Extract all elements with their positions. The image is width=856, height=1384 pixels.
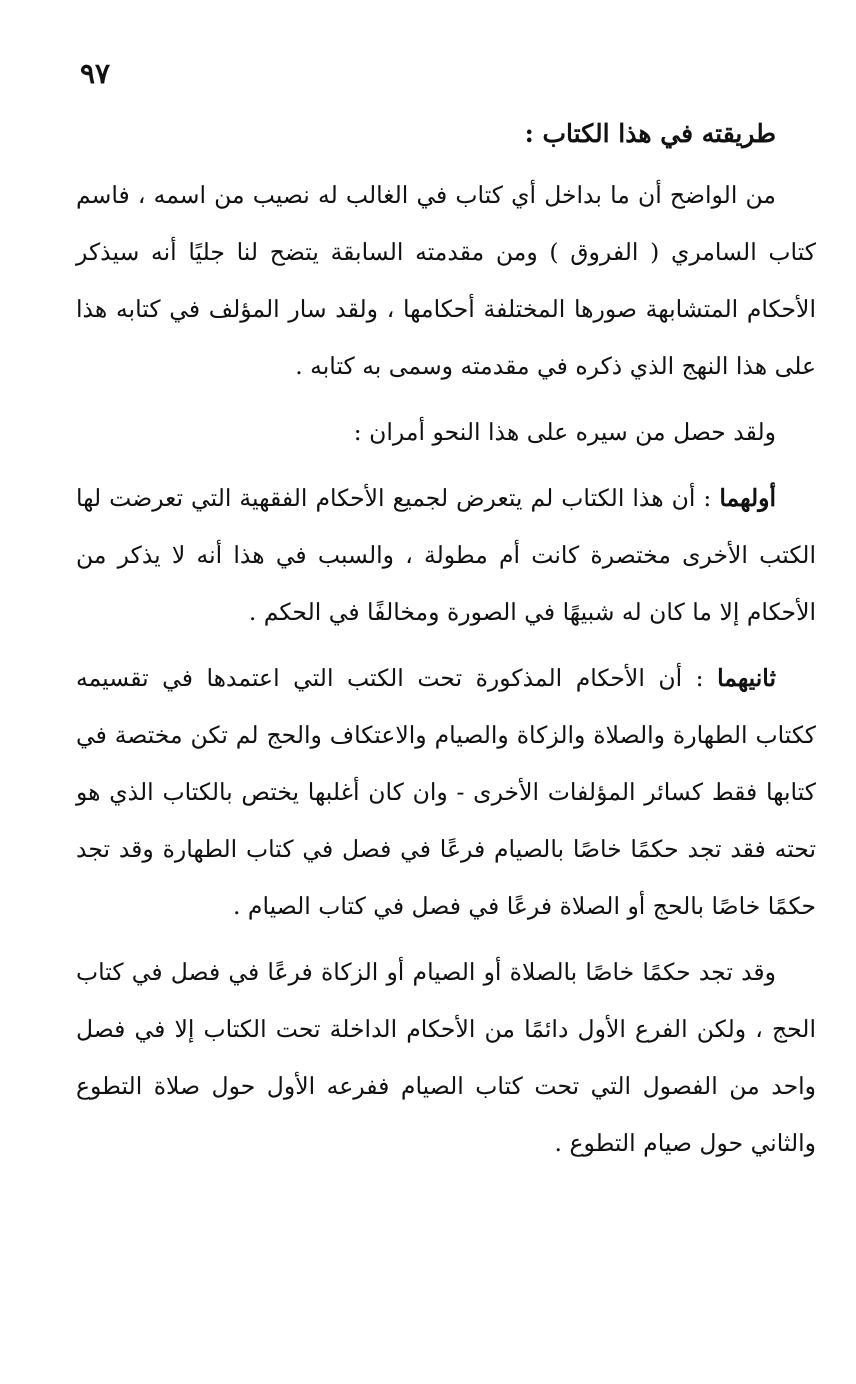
paragraph-text: من الواضح أن ما بداخل أي كتاب في الغالب له نصيب من اسمه ، فاسم كتاب السامري ( الفروق ) ومن مقدمته السابقة يتضح لنا جليًا أنه سيذكر الأحكام المتشابهة صورها المختلفة أحكامها ، ولقد سار المؤلف في كتابه هذا على هذا النهج الذي ذكره في مقدمته وسمى به كتابه . <box>76 181 816 380</box>
paragraph-intro <box>76 167 816 395</box>
page-number: ٩٧ <box>80 57 111 90</box>
paragraph-first-matter <box>76 470 816 641</box>
paragraph-lead-word: أولهما <box>719 484 776 512</box>
section-heading: طريقته في هذا الكتاب : <box>524 119 776 148</box>
paragraph-text: ولقد حصل من سيره على هذا النحو أمران : <box>353 418 776 446</box>
paragraph-two-matters <box>76 404 816 461</box>
paragraph-second-matter <box>76 650 816 935</box>
paragraph-lead-word: ثانيهما <box>717 664 776 692</box>
paragraph-text: : أن الأحكام المذكورة تحت الكتب التي اعتمدها في تقسيمه ككتاب الطهارة والصلاة والزكاة والصيام والاعتكاف والحج لم تكن مختصة في كتابها فقط كسائر المؤلفات الأخرى - وان كان أغلبها يختص بالكتاب الذي هو تحته فقد تجد حكمًا خاصًا بالصيام فرعًا في فصل في كتاب الطهارة وقد تجد حكمًا خاصًا بالحج أو الصلاة فرعًا في فصل في كتاب الصيام . <box>76 664 816 920</box>
paragraph-closing <box>76 944 816 1172</box>
page-content <box>76 105 816 1181</box>
paragraph-text: : أن هذا الكتاب لم يتعرض لجميع الأحكام الفقهية التي تعرضت لها الكتب الأخرى مختصرة كانت أم مطولة ، والسبب في هذا أنه لا يذكر من الأحكام إلا ما كان له شبيهًا في الصورة ومخالفًا في الحكم . <box>76 484 816 626</box>
paragraph-text: وقد تجد حكمًا خاصًا بالصلاة أو الصيام أو الزكاة فرعًا في فصل في كتاب الحج ، ولكن الفرع الأول دائمًا من الأحكام الداخلة تحت الكتاب إلا في فصل واحد من الفصول التي تحت كتاب الصيام ففرعه الأول حول صلاة التطوع والثاني حول صيام التطوع . <box>76 958 816 1157</box>
